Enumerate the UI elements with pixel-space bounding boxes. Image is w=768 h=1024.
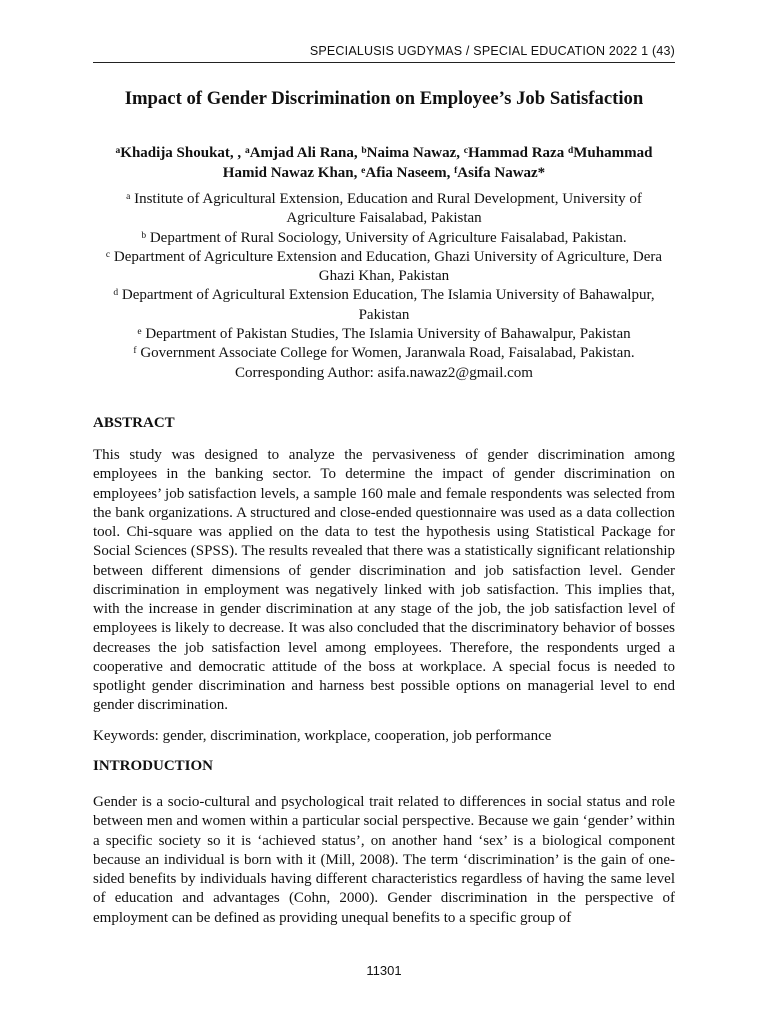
author-sup: d [567,146,574,156]
affiliation-item [93,325,675,344]
affiliation-text: Department of Agriculture Extension and Education, Ghazi University of Agriculture, Dera Ghazi Khan, Pakistan [113,248,663,285]
affiliation-item [93,286,675,325]
running-head: SPECIALUSIS UGDYMAS / SPECIAL EDUCATION 2022 1 (43) [309,44,675,58]
affiliation-item [93,248,675,287]
affiliation-sup: b [141,230,147,241]
header-rule [93,62,675,63]
affiliation-text: Government Associate College for Women, Jaranwala Road, Faisalabad, Pakistan. [140,345,635,362]
author-name: Afia Naseem, [365,165,455,181]
introduction-heading: INTRODUCTION [93,758,214,774]
affiliation-text: Department of Rural Sociology, University of Agriculture Faisalabad, Pakistan. [149,229,627,246]
affiliation-text: Department of Agricultural Extension Education, The Islamia University of Bahawalpur, Pakistan [121,287,655,323]
author-name: Asifa Nawaz* [457,165,546,181]
author-name: Naima Nawaz, [366,145,464,161]
abstract-heading: ABSTRACT [93,415,175,431]
affiliation-sup: a [126,192,131,202]
author-sup: a [115,146,121,156]
author-name: Khadija Shoukat, , [120,145,245,161]
affiliation-sup: f [133,346,137,357]
affiliation-sup: d [113,288,119,299]
abstract-text: This study was designed to analyze the pervasiveness of gender discrimination among employees in the banking sector. To determine the impact of gender discrimination on employees’ job satisfaction levels, a sample 160 male and female respondents was selected from the bank organizations. A structured and close-ended questionnaire was used as a data collection tool. Chi-square was applied on the data to test the hypothesis using Statistical Package for Social Sciences (SPSS). The results revealed that there was a statistically significant relationship between different dimensions of gender discrimination and job satisfaction level. Gender discrimination in employment was negatively linked with job satisfaction. This implies that, with the increase in gender discrimination at any stage of the job, the job satisfaction level of employees is likely to decrease. It was also concluded that the discriminatory behavior of bosses decreases the job satisfaction level among employees. Therefore, the respondents urged a cooperative and democratic attitude of the boss at workplace. A special focus is needed to spotlight gender discrimination and harness best possible options on managerial level to end gender discrimination. [93,447,675,714]
author-name: Amjad Ali Rana, [249,145,362,161]
corresponding-author: Corresponding Author: asifa.nawaz2@gmail.com [235,364,533,381]
author-list [93,143,675,183]
affiliation-list [93,190,675,383]
page-number: 11301 [366,963,402,978]
affiliation-sup: c [105,249,111,260]
author-name: Muhammad Hamid Nawaz Khan, [222,145,653,181]
author-sup: a [244,146,250,156]
author-sup: b [361,146,367,156]
paper-title: Impact of Gender Discrimination on Employee’s Job Satisfaction [124,88,644,109]
author-sup: e [361,166,366,176]
keywords: Keywords: gender, discrimination, workplace, cooperation, job performance [93,728,552,744]
author-sup: c [463,146,468,156]
affiliation-item [93,190,675,229]
author-name: Hammad Raza [467,145,568,161]
affiliation-text: Department of Pakistan Studies, The Islamia University of Bahawalpur, Pakistan [145,326,631,343]
affiliation-text: Institute of Agricultural Extension, Education and Rural Development, University of Agriculture Faisalabad, Pakistan [134,191,642,227]
affiliation-item [93,229,675,248]
affiliation-item [93,344,675,363]
introduction-text: Gender is a socio-cultural and psychological trait related to differences in social status and role between men and women within a particular social perspective. Because we gain ‘gender’ within a specific society so it is ‘achieved status’, on another hand ‘sex’ is a biological component because an individual is born with it (Mill, 2008). The term ‘discrimination’ is the gain of one-sided benefits by individuals having different characteristics regardless of having the same level of education and advantages (Cohn, 2000). Gender discrimination in the perspective of employment can be defined as providing unequal benefits to a specific group of [93,794,675,926]
affiliation-sup: e [137,327,142,338]
author-sup: f [454,166,458,176]
